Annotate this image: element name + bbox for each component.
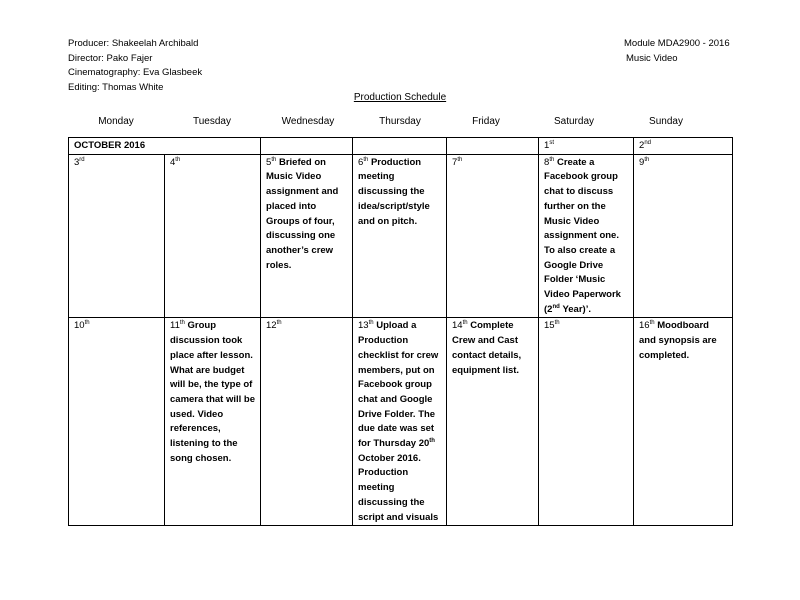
month-label: OCTOBER 2016 xyxy=(74,140,146,151)
date-number: 1 xyxy=(544,140,550,151)
date-number: 5 xyxy=(266,156,272,168)
empty-cell xyxy=(447,138,539,155)
day-cell-sat-1 xyxy=(539,138,634,155)
event-text: Briefed on Music Video assignment and placed into Groups of four, discussing one another’s crew roles. xyxy=(266,156,339,271)
date-number: 13 xyxy=(358,320,369,332)
day-cell-sat-8 xyxy=(539,154,634,318)
day-cell-fri-7 xyxy=(447,154,539,318)
event-superscript: th xyxy=(429,438,435,445)
date-suffix: th xyxy=(368,320,374,327)
empty-cell xyxy=(261,138,353,155)
date-suffix: th xyxy=(175,156,181,163)
date-number: 7 xyxy=(452,156,458,168)
date-suffix: st xyxy=(549,140,554,146)
date-number: 16 xyxy=(639,320,650,332)
day-cell-sat-15 xyxy=(539,318,634,526)
date-number: 2 xyxy=(639,140,645,151)
event-text: Group discussion took place after lesson. What are budget will be, the type of camera that will be used. Video references, listening to the song chosen. xyxy=(170,320,256,464)
weekday-friday: Friday xyxy=(472,116,500,127)
day-cell-tue-11 xyxy=(165,318,261,526)
date-number: 15 xyxy=(544,320,555,332)
date-suffix: th xyxy=(462,320,468,327)
day-cell-mon-3 xyxy=(69,154,165,318)
day-cell-mon-10 xyxy=(69,318,165,526)
month-row xyxy=(69,138,733,155)
week-row-1 xyxy=(69,154,733,318)
date-suffix: th xyxy=(276,320,282,327)
day-cell-sun-2 xyxy=(634,138,733,155)
day-cell-sun-9 xyxy=(634,154,733,318)
date-suffix: th xyxy=(549,156,555,163)
date-suffix: th xyxy=(649,320,655,327)
date-suffix: th xyxy=(554,320,560,327)
empty-cell xyxy=(353,138,447,155)
date-suffix: th xyxy=(84,320,90,327)
weekday-sunday: Sunday xyxy=(649,116,683,127)
director-line: Director: Pako Fajer xyxy=(68,52,153,64)
event-text: Create a Facebook group chat to discuss further on the Music Video assignment one. To also create a Google Drive Folder ‘Music Video Paperwork (2 xyxy=(544,156,621,315)
date-number: 10 xyxy=(74,320,85,332)
event-text: Upload a Production checklist for crew members, put on Facebook group chat and Google Drive Folder. The due date was set for Thursday 20 xyxy=(358,320,439,450)
event-text-cont: Year)’. xyxy=(562,303,591,315)
weekday-monday: Monday xyxy=(98,116,134,127)
credits-block xyxy=(68,37,202,95)
producer-line: Producer: Shakeelah Archibald xyxy=(68,38,199,49)
week-row-2 xyxy=(69,318,733,526)
weekday-tuesday: Tuesday xyxy=(193,116,231,127)
date-number: 8 xyxy=(544,156,550,168)
event-text: Complete Crew and Cast contact details, equipment list. xyxy=(452,320,522,376)
date-suffix: th xyxy=(271,156,277,163)
subject-line: Music Video xyxy=(626,52,678,64)
day-cell-thu-6 xyxy=(353,154,447,318)
day-cell-wed-5 xyxy=(261,154,353,318)
date-number: 4 xyxy=(170,156,176,168)
date-suffix: th xyxy=(363,156,369,163)
cinematography-line: Cinematography: Eva Glasbeek xyxy=(68,67,203,78)
module-line: Module MDA2900 - 2016 xyxy=(624,38,730,49)
schedule-title: Production Schedule xyxy=(353,92,447,103)
event-superscript: nd xyxy=(552,303,560,310)
date-number: 9 xyxy=(639,156,645,168)
weekday-thursday: Thursday xyxy=(379,116,421,127)
event-text-cont: October 2016. Production meeting discussing the script and visuals xyxy=(358,452,439,523)
weekday-saturday: Saturday xyxy=(553,116,595,127)
day-cell-tue-4 xyxy=(165,154,261,318)
date-number: 12 xyxy=(266,320,277,332)
event-text: Production meeting discussing the idea/script/style and on pitch. xyxy=(358,156,430,227)
date-suffix: th xyxy=(179,320,185,327)
event-text: Moodboard and synopsis are completed. xyxy=(639,320,717,361)
date-suffix: th xyxy=(457,156,463,163)
date-suffix: rd xyxy=(79,156,85,163)
date-suffix: th xyxy=(644,156,650,163)
schedule-table xyxy=(68,137,733,526)
day-cell-sun-16 xyxy=(634,318,733,526)
date-suffix: nd xyxy=(644,140,651,146)
month-cell xyxy=(69,138,261,155)
date-number: 6 xyxy=(358,156,364,168)
weekday-header xyxy=(68,116,732,130)
date-number: 11 xyxy=(170,320,180,332)
module-block xyxy=(624,37,730,66)
day-cell-thu-13 xyxy=(353,318,447,526)
day-cell-wed-12 xyxy=(261,318,353,526)
editing-line: Editing: Thomas White xyxy=(68,81,164,93)
day-cell-fri-14 xyxy=(447,318,539,526)
weekday-wednesday: Wednesday xyxy=(281,116,335,127)
date-number: 3 xyxy=(74,156,80,168)
date-number: 14 xyxy=(452,320,463,332)
